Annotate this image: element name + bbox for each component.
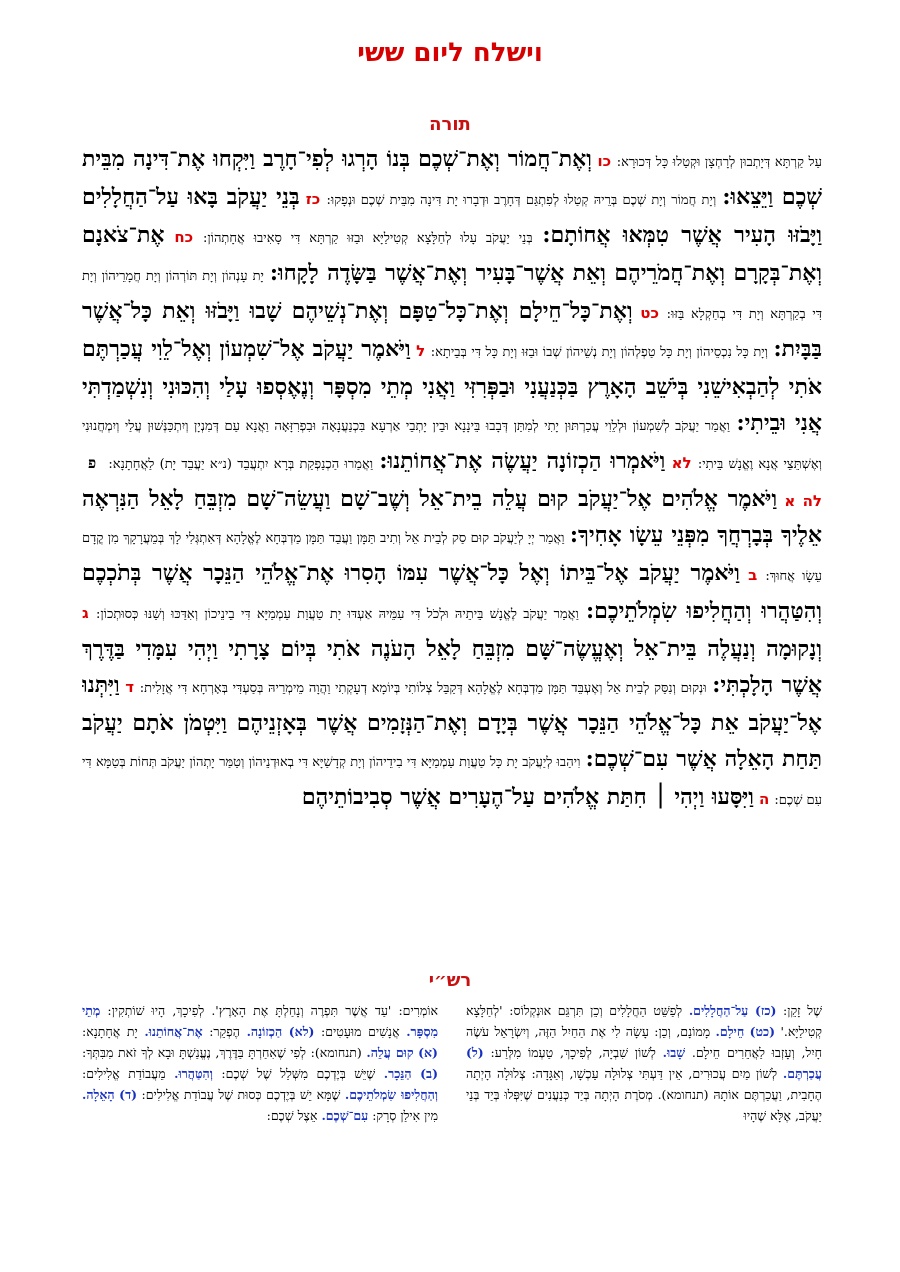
verse-onkelos: וַאֲמַר יַעֲקֹב לֶאֱנָשׁ בֵּיתֵיהּ וּלְכֹל דִּי עִמֵּיהּ אַעְדּוּ יָת טַעֲוַת עַמְמַיָּא דִּי בֵינֵיכוֹן וְאִדַּכּוּ וְשַׁנּוּ כְּסוּתְכוֹן: bbox=[95, 607, 579, 622]
rashi-heading-word: הַכְזוֹנָה. bbox=[246, 1024, 283, 1039]
verse-hebrew: וְאֶת־חֲמוֹר וְאֶת־שְׁכֶם בְּנוֹ הָרְגוּ לְפִי־חָרֶב וַיִּקְחוּ אֶת־דִּינָה מִבֵּית שְׁכֶם וַיֵּצֵאוּ: bbox=[82, 146, 822, 210]
rashi-heading-word: שָׁבוּ. bbox=[662, 1045, 686, 1060]
verse-hebrew: וַיִּתְּנוּ אֶל־יַעֲקֹב אֵת כָּל־אֱלֹהֵי הַנֵּכָר אֲשֶׁר בְּיָדָם וְאֶת־הַנְּזָמִים אֲשֶׁר בְּאָזְנֵיהֶם וַיִּטְמֹן אֹתָם יַעֲקֹב תַּחַת הָאֵלָה אֲשֶׁר עִם־שְׁכֶם: bbox=[82, 672, 822, 772]
verse-number: כט bbox=[640, 304, 659, 322]
rashi-heading-word: וְהִטַּהֲרוּ. bbox=[174, 1066, 213, 1081]
torah-text bbox=[82, 142, 822, 960]
rashi-heading-word: הַנֵּכָר. bbox=[383, 1066, 412, 1081]
rashi-heading-word: קוּם עֲלֵה. bbox=[366, 1045, 414, 1060]
rashi-heading-word: עַל־הַחֲלָלִים. bbox=[688, 1003, 749, 1018]
rashi-text: יָת אֲחָתָנָא: bbox=[82, 1024, 138, 1039]
verse-number: כח bbox=[174, 228, 194, 246]
page-title: וישלח ליום ששי bbox=[357, 38, 543, 68]
verse-number: ד bbox=[125, 678, 135, 696]
rashi-verse-number: (כט) bbox=[749, 1024, 776, 1039]
rashi-verse-number: (ד) bbox=[119, 1087, 137, 1102]
verse-number: לה א bbox=[784, 492, 822, 510]
rashi-heading-word: הָאֵלָה. bbox=[82, 1087, 115, 1102]
rashi-text: שֶׁיֵּשׁ בְּיֶדְכֶם מִשְּׁלַל שֶׁל שְׁכֶם: bbox=[212, 1066, 376, 1081]
rashi-text: לְשׁוֹן שִׁבְיָה, לְפִיכָךְ, טַעְמוֹ מִלְּרַע: bbox=[483, 1045, 656, 1060]
verse-onkelos: וְיָת כָּל נִכְסֵיהוֹן וְיָת כָּל טַפְלְהוֹן וְיָת נְשֵׁיהוֹן שְׁבוֹ וּבַזּוּ וְיָת כָּל דִּי בְּבֵיתָא: bbox=[430, 345, 769, 360]
rashi-text: אוֹמְרִים: 'עַד אֲשֶׁר תִּפְרֶה וְנָחַלְתָּ אֶת הָאָרֶץ'. לְפִיכָךְ, הָיוּ שׁוֹתְקִין: bbox=[100, 1003, 438, 1018]
rashi-verse-number: (כז) bbox=[754, 1003, 777, 1018]
rashi-verse-number: (ל) bbox=[466, 1045, 484, 1060]
rashi-text: לְשׁוֹן מַיִם עֲכוּרִים, אֵין דַּעְתִּי צְלוּלָה עַכְשָׁו, וְאַגָּדָה: צְלוּלָה הָיְתָה הֶחָבִית, וַעֲכַרְתֶּם אוֹתָהּ (תנחומא). מְסֹרֶת הָיְתָה בְּיַד כְּנַעֲנִים שֶׁיִּפְּלוּ בְּיַד בְּנֵי יַעֲקֹב, אֶלָּא שֶׁהָיוּ bbox=[466, 1066, 822, 1123]
rashi-text: שֶׁמָּא יֵשׁ בְּיֶדְכֶם כְּסוּת שֶׁל עֲבוֹדַת אֱלִילִים: bbox=[137, 1087, 341, 1102]
verse-number: כו bbox=[597, 152, 612, 170]
verse-onkelos: וַאֲמַרוּ הַכְנַפְקַת בְּרָא יִתְעֲבֵד (נ״א יַעֲבֵד יָת) לַאֲחָתָנָא: bbox=[108, 457, 374, 472]
rashi-text: (תנחומא): לְפִי שֶׁאִחַרְתָּ בַּדֶּרֶךְ, נֶעֱנַשְׁתָּ וּבָא לְךָ זֹאת מִבִּתְּךָ: bbox=[82, 1045, 362, 1060]
verse-onkelos: וּנְקוּם וְנִסַּק לְבֵית אֵל וְאֶעְבֵּד תַּמָּן מַדְבְּחָא לֶאֱלָהָא דְּקַבֵּל צְלוֹתִי בְּיוֹמָא דְעָקְתִי וַהֲוָה מֵימְרֵיהּ בְּסַעְדִּי בְּאָרְחָא דִּי אֲזָלִית: bbox=[139, 681, 707, 696]
parasha-marker: פ bbox=[88, 454, 97, 472]
rashi-heading-word: מְתֵי מִסְפָּר. bbox=[82, 1003, 438, 1039]
verse-hebrew: וְנָקוּמָה וְנַעֲלֶה בֵּית־אֵל וְאֶעֱשֶׂה־שָּׁם מִזְבֵּחַ לָאֵל הָעֹנֶה אֹתִי בְּיוֹם צָרָתִי וַיְהִי עִמָּדִי בַּדֶּרֶךְ אֲשֶׁר הָלָכְתִּי: bbox=[82, 636, 822, 698]
verse-onkelos: וַאֲמַר יַעֲקֹב לְשִׁמְעוֹן וּלְלֵוִי עֲכַרְתּוּן יָתִי לְמִתַּן דְּבָבוּ בֵּינָנָא וּבֵין יָתְבֵי אַרְעָא בִּכְנַעֲנָאָה וּבִפְרִזָּאָה וַאֲנָא עַם דְּמִנְיָן וְיִתְכַּנְּשׁוּן עֲלַי וְיִמְחֲנוּנִי וְאֶשְׁתֵּצֵי אֲנָא וֶאֱנָשׁ בֵּיתִי: bbox=[82, 419, 822, 472]
rashi-verse-number: (ב) bbox=[420, 1066, 438, 1081]
rashi-column-right bbox=[466, 1000, 822, 1252]
rashi-text: מֵעֲבוֹדַת אֱלִילִים: bbox=[82, 1066, 166, 1081]
rashi-heading-word: חֵילָם. bbox=[715, 1024, 745, 1039]
verse-hebrew: וַיִּסָּעוּ וַיְהִי ׀ חִתַּת אֱלֹהִים עַל־הֶעָרִים אֲשֶׁר סְבִיבוֹתֵיהֶם bbox=[301, 784, 754, 810]
verse-hebrew: וַיֹּאמֶר יַעֲקֹב אֶל־שִׁמְעוֹן וְאֶל־לֵוִי עֲכַרְתֶּם אֹתִי לְהַבְאִישֵׁנִי בְּיֹשֵׁב הָאָרֶץ בַּכְּנַעֲנִי וּבַפְּרִזִּי וַאֲנִי מְתֵי מִסְפָּר וְנֶאֶסְפוּ עָלַי וְהִכּוּנִי וְנִשְׁמַדְתִּי אֲנִי וּבֵיתִי: bbox=[82, 336, 822, 436]
rashi-heading-word: עִם־שְׁכֶם. bbox=[321, 1108, 369, 1123]
verse-onkelos: עַל קַרְתָּא דְּיָתְבוּן לְרָחְצָן וּקְטַלוּ כָּל דְּכוּרָא: bbox=[616, 155, 822, 170]
rashi-heading-word: עֲכַרְתֶּם. bbox=[782, 1066, 822, 1081]
rashi-text: מָמוֹנָם, וְכֵן: עָשָׂה לִי אֶת הַחַיִל הַזֶּה, וְיִשְׂרָאֵל עֹשֶׂה חָיִל, וְעָזְבוּ לַאֲחֵרִים חֵילָם. bbox=[466, 1024, 822, 1060]
verse-hebrew: וַיֹּאמֶר אֱלֹהִים אֶל־יַעֲקֹב קוּם עֲלֵה בֵית־אֵל וְשֶׁב־שָׁם וַעֲשֵׂה־שָׁם מִזְבֵּחַ לָאֵל הַנִּרְאֶה אֵלֶיךָ בְּבָרְחֲךָ מִפְּנֵי עֵשָׂו אָחִיךָ: bbox=[82, 486, 822, 548]
verse-onkelos: בְּנֵי יַעֲקֹב עָלוּ לְחַלָּצָא קְטִילַיָּא וּבַזּוּ קַרְתָּא דִּי סָאִיבוּ אֲחָתְהוֹן: bbox=[202, 231, 533, 246]
rashi-text: לְפַשֵּׁט הַחֲלָלִים וְכֵן תִּרְגֵּם אוּנְקְלוֹס: 'לְחַלָּצָא קְטִילַיָּא.' bbox=[466, 1003, 822, 1039]
verse-onkelos: וַאֲמַר יְיָ לְיַעֲקֹב קוּם סַק לְבֵית אֵל וְתִיב תַּמָּן וַעֲבֵד תַּמָּן מַדְבְּחָא לֶאֱלָהָא דְּאִתְגְּלִי לָךְ בְּמֵעֲרָקָךְ מִן קֳדָם עֵשָׂו אֲחוּךְ: bbox=[82, 531, 822, 584]
verse-hebrew: אֶת־צֹאנָם וְאֶת־בְּקָרָם וְאֶת־חֲמֹרֵיהֶם וְאֵת אֲשֶׁר־בָּעִיר וְאֶת־אֲשֶׁר בַּשָּׂדֶה לָקָחוּ: bbox=[82, 222, 822, 286]
rashi-text: אֲנָשִׁים מוּעָטִים: bbox=[314, 1024, 400, 1039]
verse-number: לא bbox=[671, 454, 692, 472]
rashi-text: מִין אִילַן סְרָק: bbox=[368, 1108, 438, 1123]
rashi-heading: רש״י bbox=[428, 970, 472, 991]
rashi-text: שֶׁל זָקֵן: bbox=[776, 1003, 822, 1018]
verse-onkelos: וְיָת חֲמוֹר וְיָת שְׁכֶם בְּרֵיהּ קְטַלוּ לְפִתְגַּם דְּחָרֶב וּדְבָרוּ יָת דִּינָה מִבֵּית שְׁכֶם וּנְפָקוּ: bbox=[326, 193, 717, 208]
rashi-column-left bbox=[82, 1000, 438, 1252]
torah-heading: תורה bbox=[429, 114, 471, 135]
verse-hebrew: וַיֹּאמְרוּ הַכְזוֹנָה יַעֲשֶׂה אֶת־אֲחוֹתֵנוּ: bbox=[379, 448, 666, 474]
verse-onkelos: יָת עָנְהוֹן וְיָת תּוֹרְהוֹן וְיָת חֲמָרֵיהוֹן וְיָת דִּי בְקַרְתָּא וְיָת דִּי בְחַקְלָא בַּזּוּ: bbox=[82, 269, 822, 322]
verse-number: ל bbox=[416, 342, 426, 360]
verse-hebrew: בְּנֵי יַעֲקֹב בָּאוּ עַל־הַחֲלָלִים וַיָּבֹזּוּ הָעִיר אֲשֶׁר טִמְּאוּ אֲחוֹתָם: bbox=[82, 184, 822, 248]
verse-hebrew: וְאֶת־כָּל־חֵילָם וְאֶת־כָּל־טַפָּם וְאֶת־נְשֵׁיהֶם שָׁבוּ וַיָּבֹזּוּ וְאֵת כָּל־אֲשֶׁר בַּבָּיִת: bbox=[82, 298, 822, 362]
verse-number: ג bbox=[82, 604, 89, 622]
rashi-heading-word: אֶת־אֲחוֹתֵנוּ. bbox=[144, 1024, 203, 1039]
verse-onkelos: וִיהַבוּ לְיַעֲקֹב יָת כָּל טַעֲוַת עַמְמַיָּא דִּי בִידֵיהוֹן וְיָת קְדָשַׁיָּא דִּי בְאוּדְנֵיהוֹן וְטַמַּר יָתְהוֹן יַעֲקֹב תְּחוֹת בְּטַמָּא דִּי עִם שְׁכֶם: bbox=[82, 755, 822, 808]
rashi-verse-number: (לא) bbox=[288, 1024, 315, 1039]
rashi-verse-number: (א) bbox=[418, 1045, 438, 1060]
rashi-heading-word: וְהַחֲלִיפוּ שִׂמְלֹתֵיכֶם. bbox=[344, 1087, 438, 1102]
verse-number: ה bbox=[758, 790, 770, 808]
rashi-text: אֵצֶל שְׁכֶם: bbox=[266, 1108, 318, 1123]
verse-hebrew: וַיֹּאמֶר יַעֲקֹב אֶל־בֵּיתוֹ וְאֶל כָּל־אֲשֶׁר עִמּוֹ הָסִרוּ אֶת־אֱלֹהֵי הַנֵּכָר אֲשֶׁר בְּתֹכְכֶם וְהִטַּהֲרוּ וְהַחֲלִיפוּ שִׂמְלֹתֵיכֶם: bbox=[82, 560, 822, 624]
rashi-commentary bbox=[82, 1000, 822, 1252]
rashi-text: הֶפְקֵר: bbox=[202, 1024, 240, 1039]
verse-number: כז bbox=[305, 190, 321, 208]
verse-number: ב bbox=[748, 566, 758, 584]
